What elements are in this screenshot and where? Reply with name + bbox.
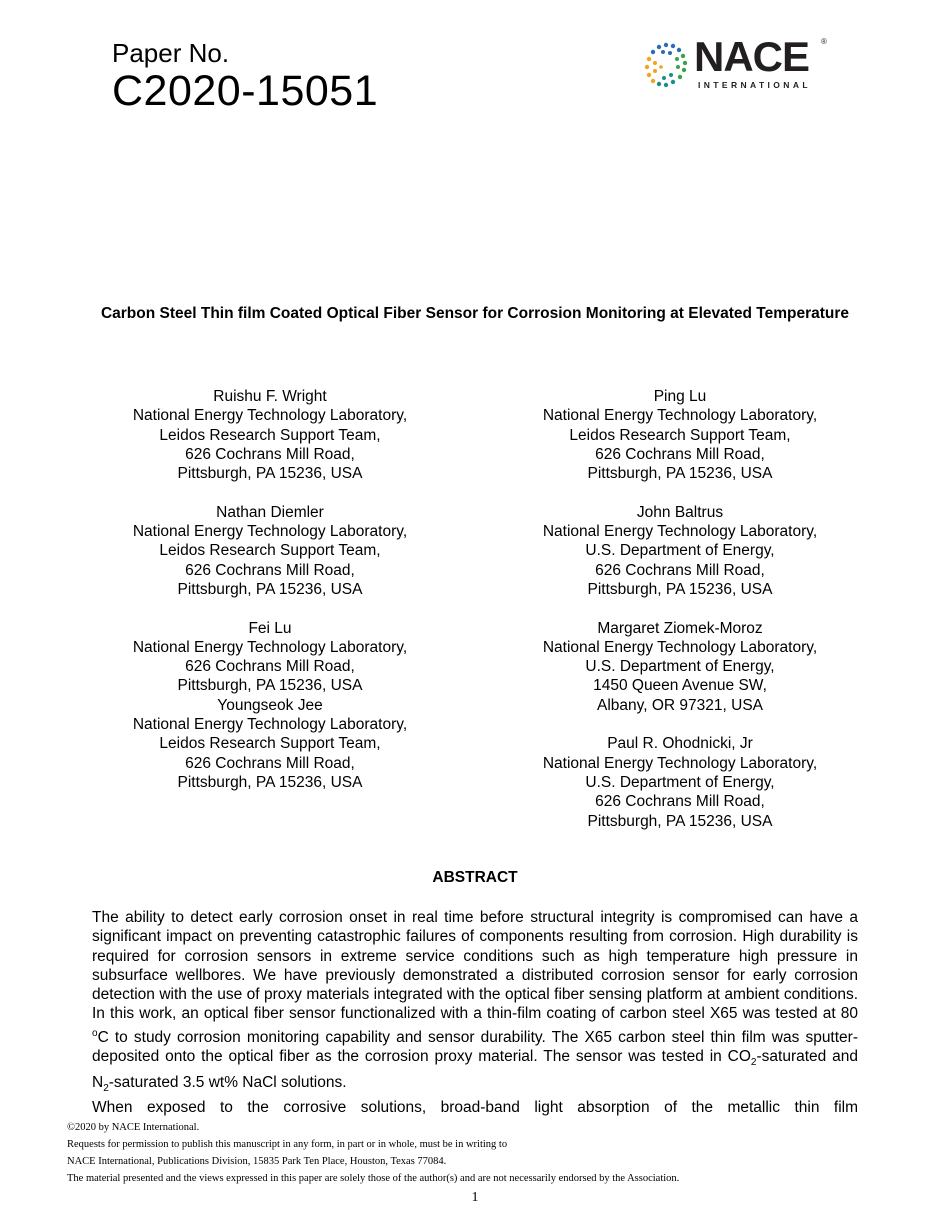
- author-address: Pittsburgh, PA 15236, USA: [177, 677, 363, 695]
- author-block: [470, 619, 890, 715]
- authors-left-column: [60, 387, 480, 812]
- author-affiliation: U.S. Department of Energy,: [585, 773, 775, 791]
- author-address: 626 Cochrans Mill Road,: [185, 561, 355, 579]
- author-name: Ruishu F. Wright: [213, 388, 327, 405]
- paper-number: C2020-15051: [112, 67, 379, 115]
- author-block: [60, 387, 480, 483]
- footer-line: NACE International, Publications Division, 15835 Park Ten Place, Houston, Texas 77084.: [67, 1156, 447, 1167]
- author-address: 626 Cochrans Mill Road,: [185, 445, 355, 463]
- author-name: John Baltrus: [636, 503, 724, 521]
- author-address: Pittsburgh, PA 15236, USA: [587, 580, 773, 598]
- footer-line: ©2020 by NACE International.: [67, 1122, 200, 1133]
- author-block: [470, 387, 890, 483]
- authors-right-column: [470, 387, 890, 850]
- author-name: Paul R. Ohodnicki, Jr: [607, 735, 753, 753]
- author-affiliation: U.S. Department of Energy,: [585, 542, 775, 560]
- logo-subtext: INTERNATIONAL: [698, 80, 811, 90]
- author-affiliation: U.S. Department of Energy,: [585, 658, 775, 676]
- subscript: 2: [750, 1057, 757, 1069]
- author-affiliation: National Energy Technology Laboratory,: [132, 523, 408, 541]
- author-name: Ping Lu: [653, 388, 707, 405]
- author-affiliation: National Energy Technology Laboratory,: [542, 754, 818, 772]
- registered-mark: ®: [821, 37, 827, 46]
- author-address: Pittsburgh, PA 15236, USA: [587, 465, 773, 483]
- author-affiliation: National Energy Technology Laboratory,: [132, 716, 408, 734]
- abstract-text: C to study corrosion monitoring capability and sensor durability. The X65 carbon steel thin film was sputter-deposited onto the optical fiber as the corrosion proxy material. The sensor was tested in CO: [92, 1028, 858, 1066]
- author-affiliation: Leidos Research Support Team,: [159, 735, 381, 753]
- author-affiliation: National Energy Technology Laboratory,: [542, 638, 818, 656]
- copyright-footer: [67, 1119, 679, 1187]
- author-block: [60, 696, 480, 792]
- author-affiliation: Leidos Research Support Team,: [569, 426, 791, 444]
- author-affiliation: National Energy Technology Laboratory,: [132, 638, 408, 656]
- degree-superscript: o: [92, 1027, 98, 1039]
- abstract-heading: ABSTRACT: [432, 869, 518, 886]
- page-number: 1: [471, 1190, 479, 1205]
- author-address: 626 Cochrans Mill Road,: [185, 658, 355, 676]
- author-address: Albany, OR 97321, USA: [597, 696, 763, 714]
- paper-label: Paper No.: [112, 38, 230, 68]
- logo-text: NACE: [694, 33, 810, 80]
- abstract-text: -saturated 3.5 wt% NaCl solutions.: [108, 1073, 347, 1091]
- author-affiliation: National Energy Technology Laboratory,: [542, 407, 818, 425]
- author-address: 626 Cochrans Mill Road,: [595, 793, 765, 811]
- author-address: Pittsburgh, PA 15236, USA: [177, 580, 363, 598]
- abstract-last-line: When exposed to the corrosive solutions, broad-band light absorption of the metallic thin film: [92, 1099, 858, 1117]
- author-address: 626 Cochrans Mill Road,: [185, 754, 355, 772]
- author-block: [60, 503, 480, 599]
- paper-title: Carbon Steel Thin film Coated Optical Fiber Sensor for Corrosion Monitoring at Elevated Temperature: [100, 305, 850, 322]
- author-address: 626 Cochrans Mill Road,: [595, 445, 765, 463]
- author-address: 626 Cochrans Mill Road,: [595, 561, 765, 579]
- nace-logo: [640, 33, 835, 94]
- author-name: Youngseok Jee: [217, 696, 323, 714]
- subscript: 2: [103, 1082, 109, 1094]
- author-address: Pittsburgh, PA 15236, USA: [177, 773, 363, 791]
- author-address: Pittsburgh, PA 15236, USA: [587, 812, 773, 830]
- author-block: [60, 619, 480, 696]
- abstract-text: The ability to detect early corrosion onset in real time before structural integrity is compromised can have a significant impact on preventing catastrophic failures of components resulting from corrosion. High durability is required for corrosion sensors in extreme service conditions such as high temperature high pressure in subsurface wellbores. We have previously demonstrated a distributed corrosion sensor for early corrosion detection with the use of proxy materials integrated with the optical fiber sensing platform at ambient conditions. In this work, an optical fiber sensor functionalized with a thin-film coating of carbon steel X65 was tested at 80: [92, 909, 858, 1023]
- footer-line: The material presented and the views expressed in this paper are solely those of the author(s) and are not necessarily endorsed by the Association.: [67, 1173, 680, 1184]
- paper-number-block: [112, 40, 378, 113]
- abstract-text: -saturated and N: [92, 1048, 858, 1091]
- author-name: Fei Lu: [248, 619, 292, 637]
- author-block: [470, 503, 890, 599]
- author-affiliation: Leidos Research Support Team,: [159, 542, 381, 560]
- author-address: 1450 Queen Avenue SW,: [593, 677, 767, 695]
- author-name: Margaret Ziomek-Moroz: [597, 619, 763, 637]
- author-address: Pittsburgh, PA 15236, USA: [177, 465, 363, 483]
- abstract-body: [92, 908, 858, 1117]
- footer-line: Requests for permission to publish this manuscript in any form, in part or in whole, must be in writing to: [67, 1139, 508, 1150]
- author-affiliation: National Energy Technology Laboratory,: [542, 523, 818, 541]
- author-block: [470, 734, 890, 830]
- author-affiliation: National Energy Technology Laboratory,: [132, 407, 408, 425]
- author-name: Nathan Diemler: [216, 503, 324, 521]
- nace-globe-icon: [640, 40, 692, 92]
- author-affiliation: Leidos Research Support Team,: [159, 426, 381, 444]
